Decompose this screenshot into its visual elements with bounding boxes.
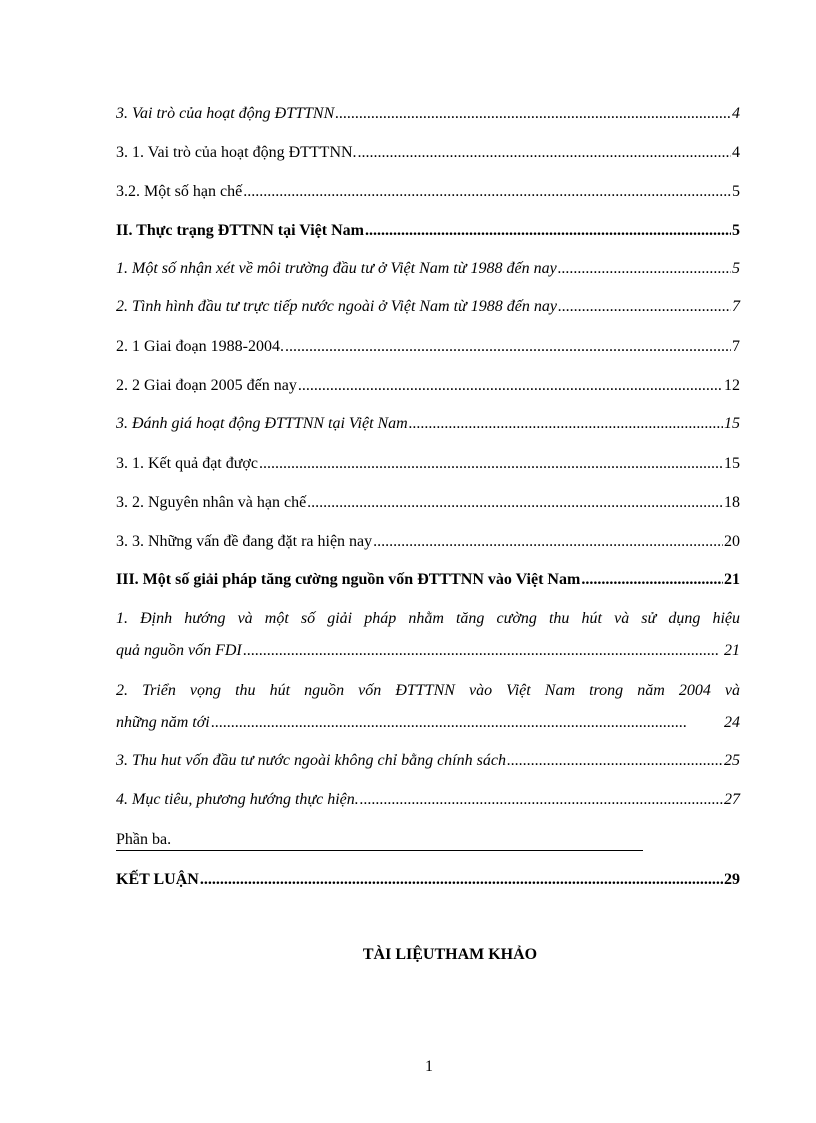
toc-entry-page: 20 xyxy=(724,533,740,550)
dot-leader xyxy=(243,182,731,202)
toc-entry-label: 1. Một số nhận xét về môi trường đầu tư ở Việt Nam từ 1988 đến nay xyxy=(116,260,557,277)
toc-entry-page: 15 xyxy=(724,415,740,432)
toc-entry-label: 3. 2. Nguyên nhân và hạn chế xyxy=(116,494,307,511)
toc-entry[interactable] xyxy=(116,454,740,474)
dot-leader xyxy=(335,104,731,124)
dot-leader xyxy=(243,635,723,667)
toc-section-heading[interactable] xyxy=(116,570,740,590)
toc-section-heading[interactable] xyxy=(116,870,740,890)
dot-leader xyxy=(373,532,723,552)
toc-entry-page: 5 xyxy=(732,222,740,239)
toc-entry[interactable] xyxy=(116,182,740,202)
toc-entry[interactable] xyxy=(116,143,740,163)
toc-entry[interactable] xyxy=(116,493,740,513)
toc-entry-label: 2. 2 Giai đoạn 2005 đến nay xyxy=(116,377,297,394)
dot-leader xyxy=(285,337,731,357)
toc-entry[interactable] xyxy=(116,790,740,810)
toc-entry-page: 5 xyxy=(732,183,740,200)
toc-entry-page: 7 xyxy=(732,298,740,315)
toc-entry-label: 3. 1. Vai trò của hoạt động ĐTTTNN. xyxy=(116,144,357,161)
toc-entry-label: 1. Định hướng và một số giải pháp nhằm tăng cường thu hút và sử dụng hiệu xyxy=(116,610,740,627)
toc-entry-page: 21 xyxy=(724,571,740,588)
toc-entry-page: 24 xyxy=(724,714,740,731)
toc-entry-label-continued: quả nguồn vốn FDI xyxy=(116,642,242,659)
toc-entry-label: III. Một số giải pháp tăng cường nguồn vốn ĐTTTNN vào Việt Nam xyxy=(116,571,581,588)
toc-entry-page: 4 xyxy=(732,144,740,161)
toc-entry-multiline[interactable] xyxy=(116,603,740,667)
toc-entry-page: 21 xyxy=(724,642,740,659)
toc-entry-label-continued: những năm tới xyxy=(116,714,210,731)
toc-entry-page: 4 xyxy=(732,105,740,122)
toc-entry-label: 2. Tình hình đầu tư trực tiếp nước ngoài ở Việt Nam từ 1988 đến nay xyxy=(116,298,557,315)
dot-leader xyxy=(360,790,723,810)
toc-entry-label: 3. Vai trò của hoạt động ĐTTTNN xyxy=(116,105,335,122)
toc-entry-label: 3.2. Một số hạn chế xyxy=(116,183,243,200)
toc-entry-page: 29 xyxy=(724,871,740,888)
dot-leader xyxy=(211,707,723,739)
toc-entry-page: 25 xyxy=(724,752,740,769)
dot-leader xyxy=(365,221,731,241)
toc-entry-label: 3. Thu hut vốn đầu tư nước ngoài không chỉ bằng chính sách xyxy=(116,752,506,769)
toc-entry-multiline[interactable] xyxy=(116,675,740,739)
dot-leader xyxy=(581,570,723,590)
toc-entry[interactable] xyxy=(116,337,740,357)
dot-leader xyxy=(507,751,723,771)
dot-leader xyxy=(558,297,731,317)
toc-entry-label: 4. Mục tiêu, phương hướng thực hiện. xyxy=(116,791,359,808)
toc-entry[interactable] xyxy=(116,104,740,124)
dot-leader xyxy=(409,414,723,434)
dot-leader xyxy=(298,376,723,396)
dot-leader xyxy=(558,259,731,279)
toc-entry-label: 2. 1 Giai đoạn 1988-2004. xyxy=(116,338,284,355)
toc-entry-page: 7 xyxy=(732,338,740,355)
toc-entry-label: 2. Triển vọng thu hút nguồn vốn ĐTTTNN vào Việt Nam trong năm 2004 và xyxy=(116,682,740,699)
dot-leader xyxy=(307,493,723,513)
toc-entry-page: 5 xyxy=(732,260,740,277)
toc-entry-label: KẾT LUẬN xyxy=(116,871,199,888)
toc-entry[interactable] xyxy=(116,751,740,771)
dot-leader xyxy=(200,870,723,890)
toc-entry[interactable] xyxy=(116,532,740,552)
toc-entry-label: II. Thực trạng ĐTTNN tại Việt Nam xyxy=(116,222,364,239)
toc-entry[interactable] xyxy=(116,259,740,279)
toc-entry[interactable] xyxy=(116,376,740,396)
toc-entry[interactable] xyxy=(116,297,740,317)
page-number: 1 xyxy=(425,1058,433,1075)
toc-entry-page: 27 xyxy=(724,791,740,808)
part-label: Phần ba. xyxy=(116,830,643,851)
toc-entry-label: 3. 1. Kết quả đạt được xyxy=(116,455,258,472)
toc-entry[interactable] xyxy=(116,414,740,434)
toc-entry-label: 3. Đánh giá hoạt động ĐTTTNN tại Việt Nam xyxy=(116,415,408,432)
toc-section-heading[interactable] xyxy=(116,221,740,241)
toc-entry-page: 15 xyxy=(724,455,740,472)
toc-entry-label: 3. 3. Những vấn đề đang đặt ra hiện nay xyxy=(116,533,373,550)
references-heading: TÀI LIỆUTHAM KHẢO xyxy=(362,946,538,963)
dot-leader xyxy=(259,454,723,474)
toc-entry-page: 18 xyxy=(724,494,740,511)
toc-entry-page: 12 xyxy=(724,377,740,394)
dot-leader xyxy=(358,143,731,163)
